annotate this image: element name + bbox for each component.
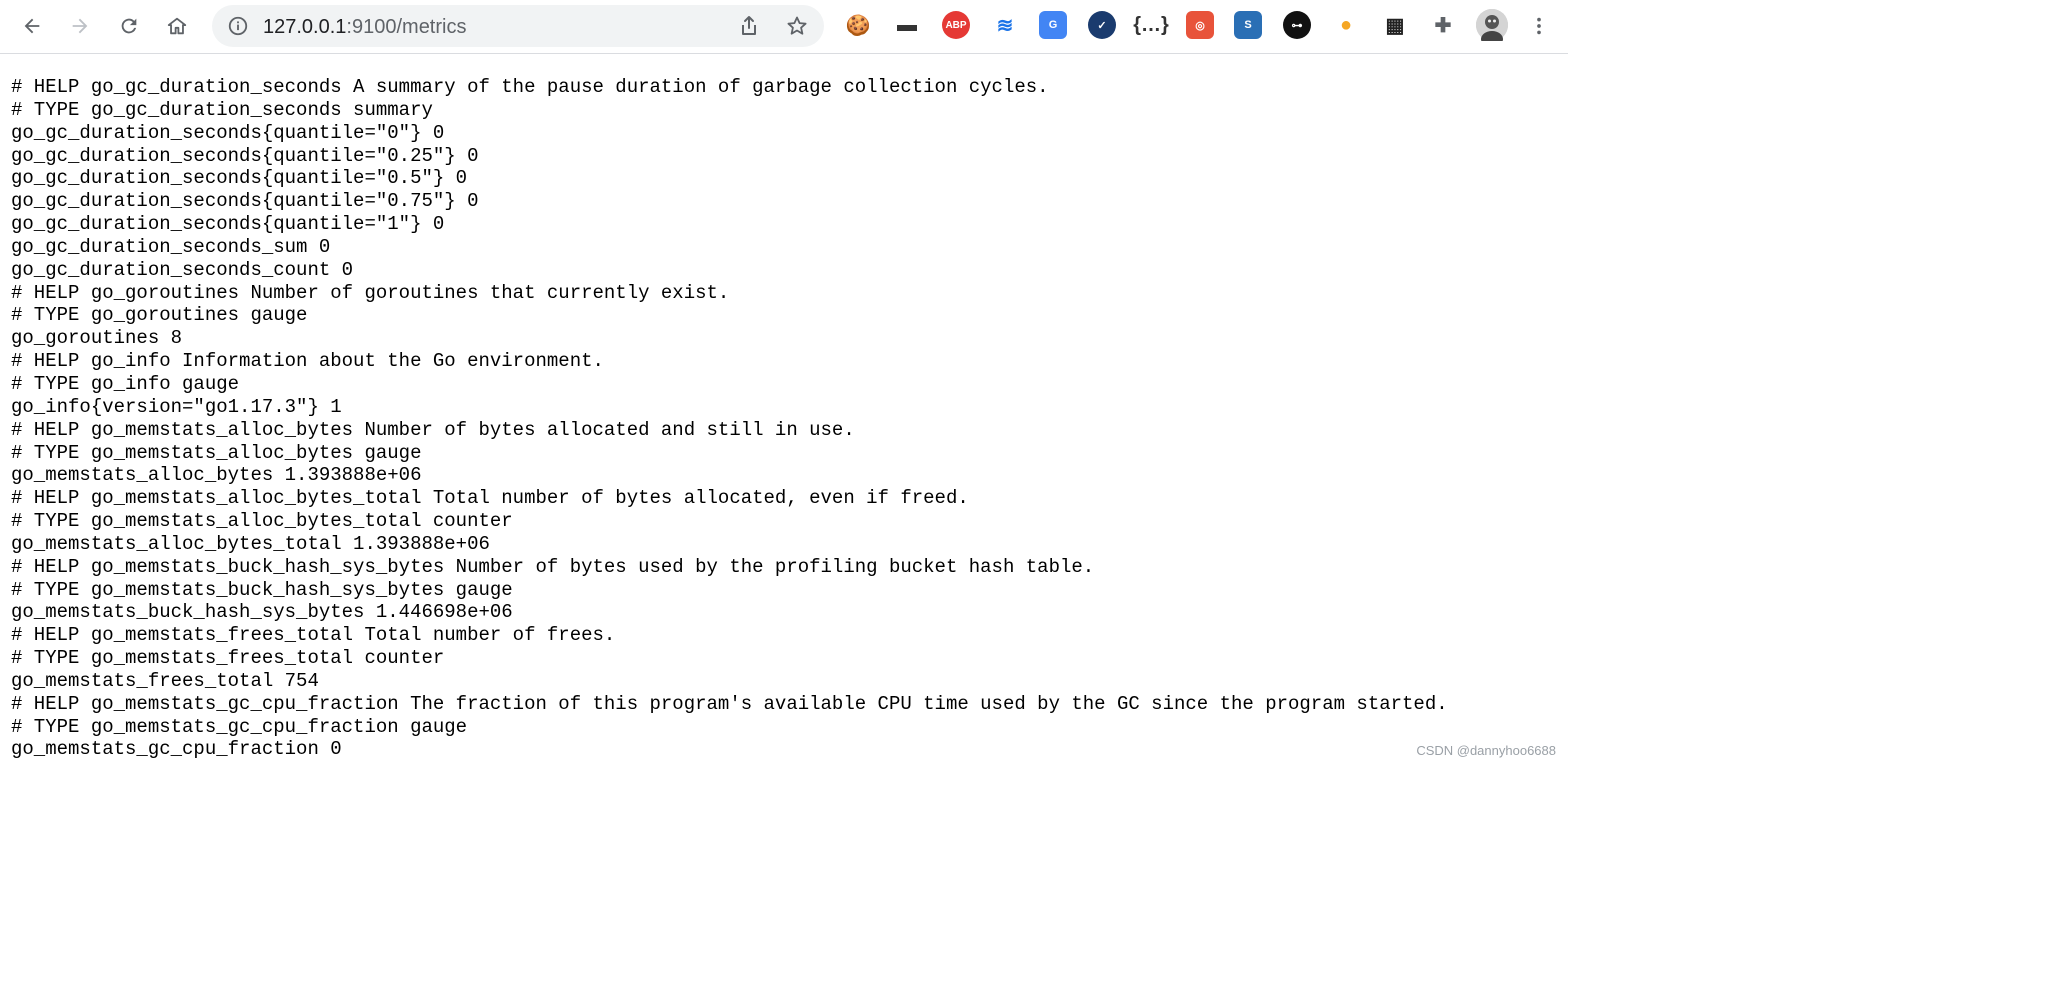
browser-toolbar bbox=[0, 0, 1568, 54]
metric-value-line: go_info{version="go1.17.3"} 1 bbox=[11, 395, 342, 418]
browser-menu-button[interactable] bbox=[1524, 9, 1554, 43]
incognito-mask-icon[interactable]: ▬ bbox=[893, 11, 921, 39]
metric-comment-line: # TYPE go_info gauge bbox=[11, 372, 240, 395]
orange-icon[interactable]: ● bbox=[1332, 11, 1360, 39]
metric-value-line: go_gc_duration_seconds{quantile="0.75"} 0 bbox=[11, 190, 479, 213]
metric-comment-line: # TYPE go_memstats_alloc_bytes gauge bbox=[11, 441, 422, 464]
qr-code-icon[interactable]: ▦ bbox=[1381, 11, 1409, 39]
metric-value-line: go_gc_duration_seconds{quantile="0"} 0 bbox=[11, 121, 445, 144]
metric-comment-line: # TYPE go_gc_duration_seconds summary bbox=[11, 98, 433, 121]
address-bar[interactable] bbox=[212, 5, 824, 47]
site-info-icon[interactable] bbox=[227, 15, 249, 37]
metrics-text bbox=[11, 76, 1561, 761]
s-logo-icon[interactable]: S bbox=[1234, 11, 1262, 39]
json-viewer-icon[interactable]: {…} bbox=[1137, 11, 1165, 39]
google-translate-icon[interactable]: G bbox=[1039, 11, 1067, 39]
share-icon[interactable] bbox=[737, 14, 761, 38]
cookie-santa-icon[interactable]: 🍪 bbox=[844, 11, 872, 39]
octocat-icon[interactable]: ◎ bbox=[1186, 11, 1214, 39]
metric-value-line: go_memstats_frees_total 754 bbox=[11, 669, 319, 692]
kebab-menu-icon bbox=[1528, 15, 1550, 37]
layers-icon[interactable]: ≋ bbox=[991, 11, 1019, 39]
metric-comment-line: # TYPE go_memstats_frees_total counter bbox=[11, 647, 445, 670]
puzzle-extensions-icon[interactable]: ✚ bbox=[1429, 11, 1457, 39]
metric-comment-line: # TYPE go_memstats_buck_hash_sys_bytes gauge bbox=[11, 578, 513, 601]
avatar-image bbox=[1476, 9, 1508, 41]
metric-comment-line: # HELP go_memstats_frees_total Total number of frees. bbox=[11, 624, 616, 647]
key-icon[interactable]: ⊶ bbox=[1283, 11, 1311, 39]
metric-comment-line: # HELP go_memstats_gc_cpu_fraction The fraction of this program's available CPU time used by the GC since the program started. bbox=[11, 692, 1448, 715]
metric-value-line: go_gc_duration_seconds{quantile="0.5"} 0 bbox=[11, 167, 468, 190]
arrow-right-icon bbox=[69, 15, 91, 37]
metric-value-line: go_memstats_alloc_bytes 1.393888e+06 bbox=[11, 464, 422, 487]
adblock-plus-icon[interactable]: ABP bbox=[942, 11, 970, 39]
metric-value-line: go_gc_duration_seconds_count 0 bbox=[11, 258, 354, 281]
metric-comment-line: # HELP go_memstats_alloc_bytes_total Total number of bytes allocated, even if freed. bbox=[11, 487, 969, 510]
bookmark-star-icon[interactable] bbox=[785, 14, 809, 38]
metric-comment-line: # TYPE go_memstats_gc_cpu_fraction gauge bbox=[11, 715, 468, 738]
metric-value-line: go_memstats_alloc_bytes_total 1.393888e+06 bbox=[11, 532, 490, 555]
reload-button[interactable] bbox=[112, 9, 146, 43]
metric-comment-line: # HELP go_goroutines Number of goroutines that currently exist. bbox=[11, 281, 730, 304]
watermark: CSDN @dannyhoo6688 bbox=[1416, 743, 1556, 758]
url-host: 127.0.0.1 bbox=[263, 16, 347, 38]
reload-icon bbox=[118, 15, 140, 37]
metric-value-line: go_memstats_gc_cpu_fraction 0 bbox=[11, 738, 342, 761]
metric-value-line: go_memstats_buck_hash_sys_bytes 1.446698e+06 bbox=[11, 601, 513, 624]
metric-value-line: go_gc_duration_seconds{quantile="0.25"} 0 bbox=[11, 144, 479, 167]
arrow-left-icon bbox=[21, 15, 43, 37]
metric-comment-line: # HELP go_memstats_buck_hash_sys_bytes Number of bytes used by the profiling bucket hash table. bbox=[11, 555, 1095, 578]
metric-comment-line: # HELP go_gc_duration_seconds A summary of the pause duration of garbage collection cycles. bbox=[11, 76, 1049, 98]
home-icon bbox=[166, 15, 188, 37]
url-path: :9100/metrics bbox=[346, 16, 467, 38]
metric-comment-line: # HELP go_info Information about the Go environment. bbox=[11, 350, 604, 373]
home-button[interactable] bbox=[160, 9, 194, 43]
forward-button[interactable] bbox=[63, 9, 97, 43]
check-circle-icon[interactable]: ✓ bbox=[1088, 11, 1116, 39]
metric-comment-line: # HELP go_memstats_alloc_bytes Number of bytes allocated and still in use. bbox=[11, 418, 855, 441]
metric-comment-line: # TYPE go_memstats_alloc_bytes_total counter bbox=[11, 510, 513, 533]
metric-comment-line: # TYPE go_goroutines gauge bbox=[11, 304, 308, 327]
metric-value-line: go_gc_duration_seconds{quantile="1"} 0 bbox=[11, 213, 445, 236]
url-text[interactable] bbox=[263, 16, 466, 38]
metric-value-line: go_gc_duration_seconds_sum 0 bbox=[11, 235, 331, 258]
profile-avatar[interactable] bbox=[1476, 9, 1508, 41]
metric-value-line: go_goroutines 8 bbox=[11, 327, 183, 350]
back-button[interactable] bbox=[15, 9, 49, 43]
